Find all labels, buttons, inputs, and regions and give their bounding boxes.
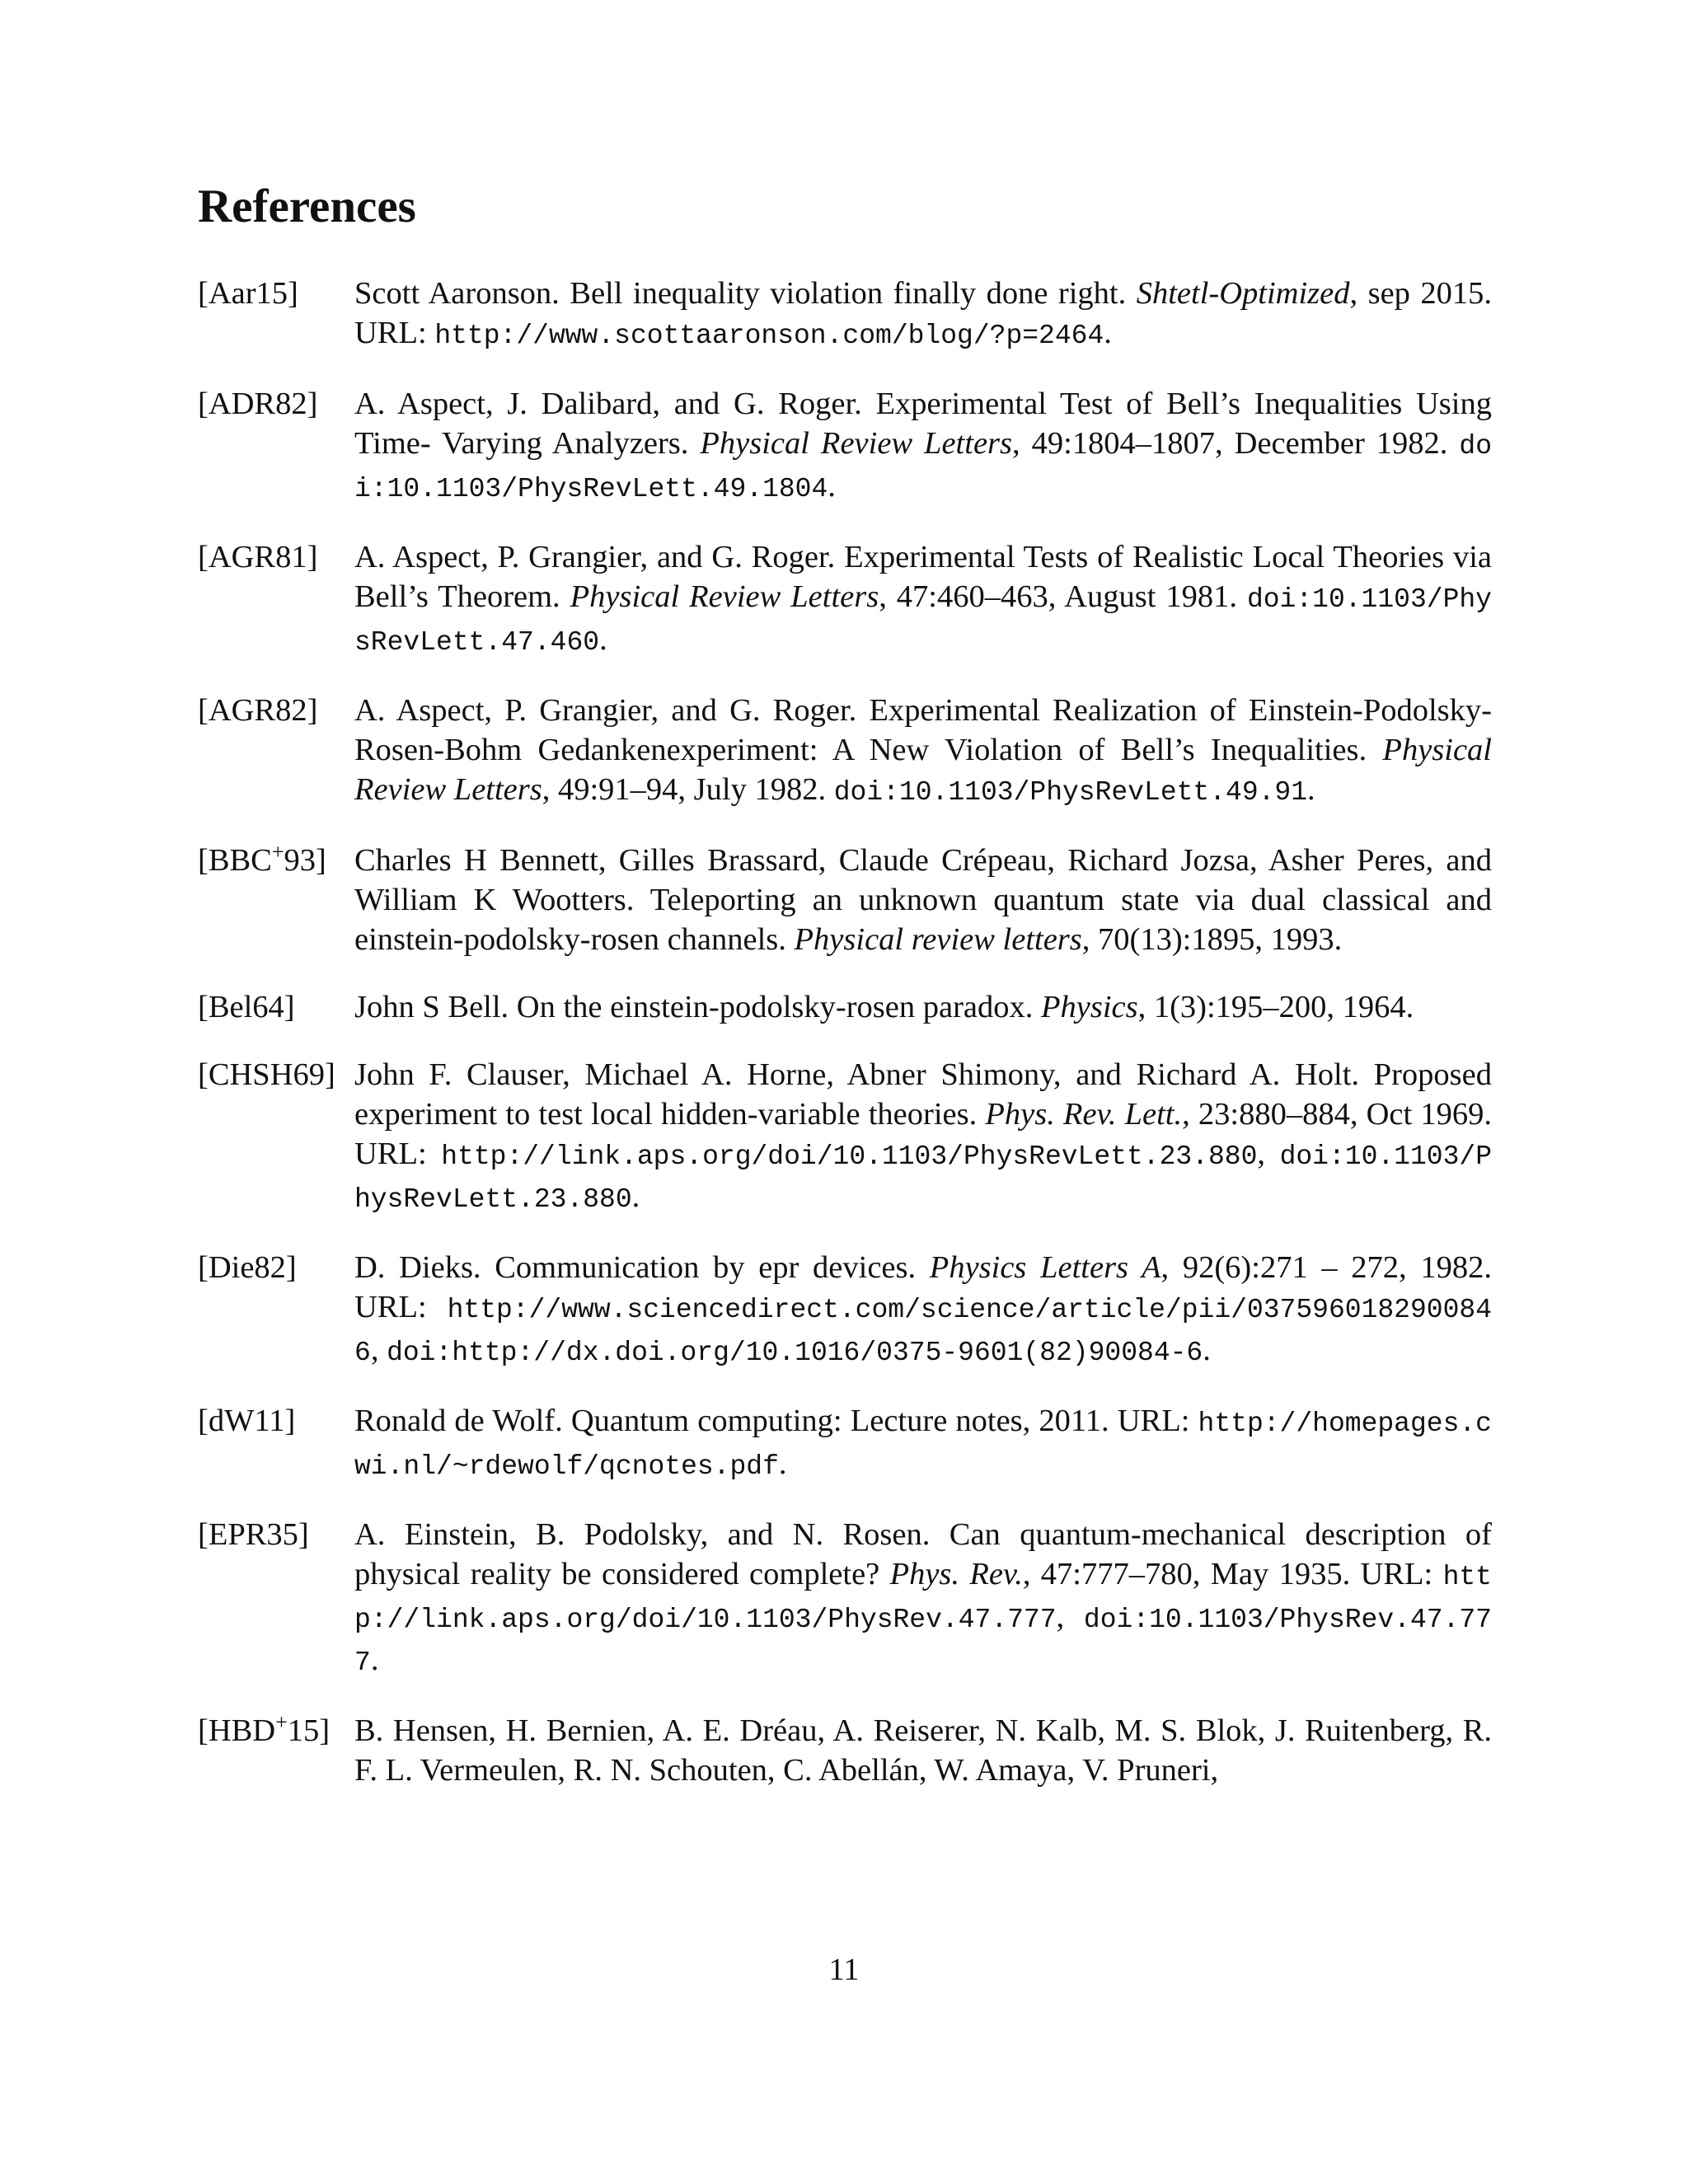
- citation-key: [EPR35]: [198, 1517, 309, 1552]
- reference-doi[interactable]: doi:10.1103/PhysRevLett.23.880: [354, 1141, 1493, 1215]
- reference-text: A. Einstein, B. Podolsky, and N. Rosen. Can quantum-mechanical description of physical reality be considered complete? Phys. Rev., 47:777–780, May 1935. URL: http://link.aps.org/doi/10.1103/PhysRev.47.777, doi:10.1103/PhysRev.47.777.: [354, 1517, 1492, 1678]
- reference-link[interactable]: http://www.scottaaronson.com/blog/?p=2464: [434, 321, 1104, 351]
- citation-key: [Die82]: [198, 1250, 297, 1285]
- reference-text: A. Aspect, P. Grangier, and G. Roger. Experimental Realization of Einstein-Podolsky-Rosen-Bohm Gedankenexperiment: A New Violation of Bell’s Inequalities. Physical Review Letters, 49:91–94, July 1982. doi:10.1103/PhysRevLett.49.91.: [354, 693, 1492, 808]
- venue: Physics Letters A: [929, 1250, 1161, 1285]
- reference-link[interactable]: http://link.aps.org/doi/10.1103/PhysRevLett.23.880: [441, 1141, 1258, 1172]
- citation-key: [BBC+93]: [198, 840, 326, 878]
- reference-text: A. Aspect, J. Dalibard, and G. Roger. Experimental Test of Bell’s Inequalities Using Time- Varying Analyzers. Physical Review Letters, 49:1804–1807, December 1982. doi:10.1103/PhysRevLett.49.1804.: [354, 387, 1492, 504]
- page-number: 11: [828, 1952, 860, 1987]
- reference-link[interactable]: http://link.aps.org/doi/10.1103/PhysRev.47.777: [354, 1562, 1492, 1635]
- reference-bel64: [198, 987, 1492, 1027]
- reference-aar15: [198, 274, 1492, 356]
- reference-bbc93: [198, 841, 1492, 959]
- reference-text: D. Dieks. Communication by epr devices. Physics Letters A, 92(6):271 – 272, 1982. URL: http://www.sciencedirect.com/science/article/pii/0375960182900846, doi:http://dx.doi.org/10.1016/0375-9601(82)90084-6.: [354, 1250, 1492, 1368]
- reference-doi[interactable]: doi:10.1103/PhysRevLett.49.91: [833, 777, 1308, 808]
- venue: Phys. Rev. Lett.: [985, 1097, 1183, 1132]
- reference-dw11: [198, 1401, 1492, 1487]
- reference-text: John S Bell. On the einstein-podolsky-rosen paradox. Physics, 1(3):195–200, 1964.: [354, 990, 1414, 1024]
- reference-adr82: [198, 384, 1492, 509]
- citation-key: [AGR82]: [198, 693, 318, 728]
- venue: Physical review letters: [794, 922, 1082, 957]
- reference-doi[interactable]: doi:http://dx.doi.org/10.1016/0375-9601(82)90084-6: [387, 1338, 1203, 1368]
- reference-agr82: [198, 691, 1492, 813]
- venue: Phys. Rev.: [889, 1557, 1023, 1591]
- reference-agr81: [198, 537, 1492, 663]
- reference-list: [198, 274, 1492, 1818]
- reference-text: John F. Clauser, Michael A. Horne, Abner Shimony, and Richard A. Holt. Proposed experiment to test local hidden-variable theories. Phys. Rev. Lett., 23:880–884, Oct 1969. URL: http://link.aps.org/doi/10.1103/PhysRevLett.23.880, doi:10.1103/PhysRevLett.23.880.: [354, 1057, 1493, 1215]
- reference-link[interactable]: http://www.sciencedirect.com/science/article/pii/0375960182900846: [354, 1295, 1492, 1368]
- reference-text: Ronald de Wolf. Quantum computing: Lecture notes, 2011. URL: http://homepages.cwi.nl/~rdewolf/qcnotes.pdf.: [354, 1404, 1492, 1482]
- venue: Physical Review Letters: [354, 733, 1492, 807]
- venue: Shtetl-Optimized: [1136, 276, 1350, 311]
- venue: Physics: [1040, 990, 1138, 1024]
- venue: Physical Review Letters: [570, 579, 879, 614]
- reference-doi[interactable]: doi:10.1103/PhysRev.47.777: [354, 1605, 1492, 1678]
- reference-doi[interactable]: doi:10.1103/PhysRevLett.49.1804: [354, 431, 1492, 504]
- reference-text: A. Aspect, P. Grangier, and G. Roger. Experimental Tests of Realistic Local Theories via Bell’s Theorem. Physical Review Letters, 47:460–463, August 1981. doi:10.1103/PhysRevLett.47.460.: [354, 540, 1492, 658]
- reference-text: B. Hensen, H. Bernien, A. E. Dréau, A. Reiserer, N. Kalb, M. S. Blok, J. Ruitenberg, R. F. L. Vermeulen, R. N. Schouten, C. Abellán, W. Amaya, V. Pruneri,: [354, 1713, 1492, 1788]
- citation-key: [AGR81]: [198, 540, 318, 574]
- citation-key: [HBD+15]: [198, 1710, 331, 1748]
- reference-text: Scott Aaronson. Bell inequality violation finally done right. Shtetl-Optimized, sep 2015. URL: http://www.scottaaronson.com/blog/?p=2464.: [354, 276, 1492, 351]
- reference-die82: [198, 1248, 1492, 1373]
- citation-key: [ADR82]: [198, 387, 318, 421]
- venue: Physical Review Letters: [700, 426, 1013, 461]
- citation-key: [Bel64]: [198, 990, 295, 1024]
- citation-key: [dW11]: [198, 1404, 296, 1438]
- citation-key: [CHSH69]: [198, 1057, 335, 1092]
- reference-link[interactable]: http://homepages.cwi.nl/~rdewolf/qcnotes.pdf: [354, 1408, 1492, 1482]
- citation-key: [Aar15]: [198, 276, 298, 311]
- reference-epr35: [198, 1515, 1492, 1683]
- reference-doi[interactable]: doi:10.1103/PhysRevLett.47.460: [354, 584, 1492, 658]
- reference-hbd15: [198, 1711, 1492, 1790]
- page-title: References: [198, 180, 416, 232]
- reference-text: Charles H Bennett, Gilles Brassard, Claude Crépeau, Richard Jozsa, Asher Peres, and William K Wootters. Teleporting an unknown quantum state via dual classical and einstein-podolsky-rosen channels. Physical review letters, 70(13):1895, 1993.: [354, 843, 1492, 957]
- reference-chsh69: [198, 1055, 1492, 1220]
